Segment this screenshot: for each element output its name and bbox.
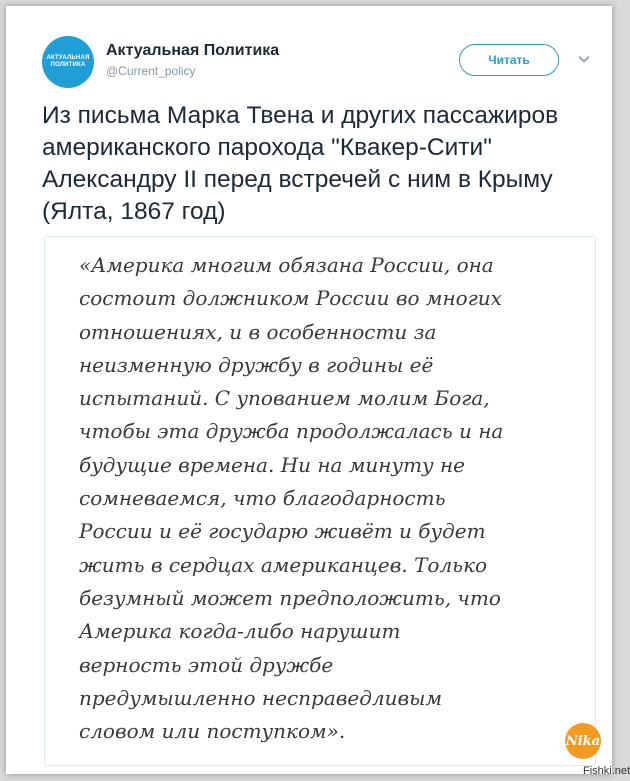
watermark-logo: Nika [565,723,601,759]
watermark-site: Fishki.net [583,765,630,777]
tweet-card [6,6,612,774]
quote-line: словом или поступком». [79,719,346,744]
quote-text [79,249,579,748]
quote-line: жить в сердцах американцев. Только [79,552,488,577]
avatar[interactable] [42,36,94,88]
quote-line: сомневаемся, что благодарность [79,486,446,511]
quote-line: чтобы эта дружба продолжалась и на [79,419,504,444]
tweet-text: Из письма Марка Твена и других пассажиров американского парохода "Квакер-Сити" Александру II перед встречей с ним в Крыму (Ялта, 1867 год) [42,102,559,225]
account-name[interactable]: Актуальная Политика [106,42,280,59]
quote-line: «Америка многим обязана России, она [79,253,494,277]
quote-line: отношениях, и в особенности за [79,319,437,344]
quote-line: России и её государю живёт и будет [79,519,486,544]
follow-button[interactable]: Читать [459,44,559,76]
account-handle[interactable]: @Current_policy [106,64,196,78]
quote-image [44,236,596,766]
quote-line: верность этой дружбе [79,652,334,677]
quote-line: предумышленно несправедливым [79,685,443,710]
avatar-line-2: ПОЛИТИКА [50,62,86,68]
quote-line: неизменную дружбу в годины её [79,352,434,377]
quote-line: Америка когда-либо нарушит [79,619,401,644]
quote-line: состоит должником России во многих [79,286,502,311]
avatar-line-1: АКТУАЛЬНАЯ [46,55,90,61]
chevron-down-icon[interactable] [578,53,590,65]
quote-line: будущие времена. Ни на минуту не [79,452,465,477]
quote-line: безумный может предположить, что [79,585,501,610]
quote-line: испытаний. С упованием молим Бога, [79,386,490,411]
